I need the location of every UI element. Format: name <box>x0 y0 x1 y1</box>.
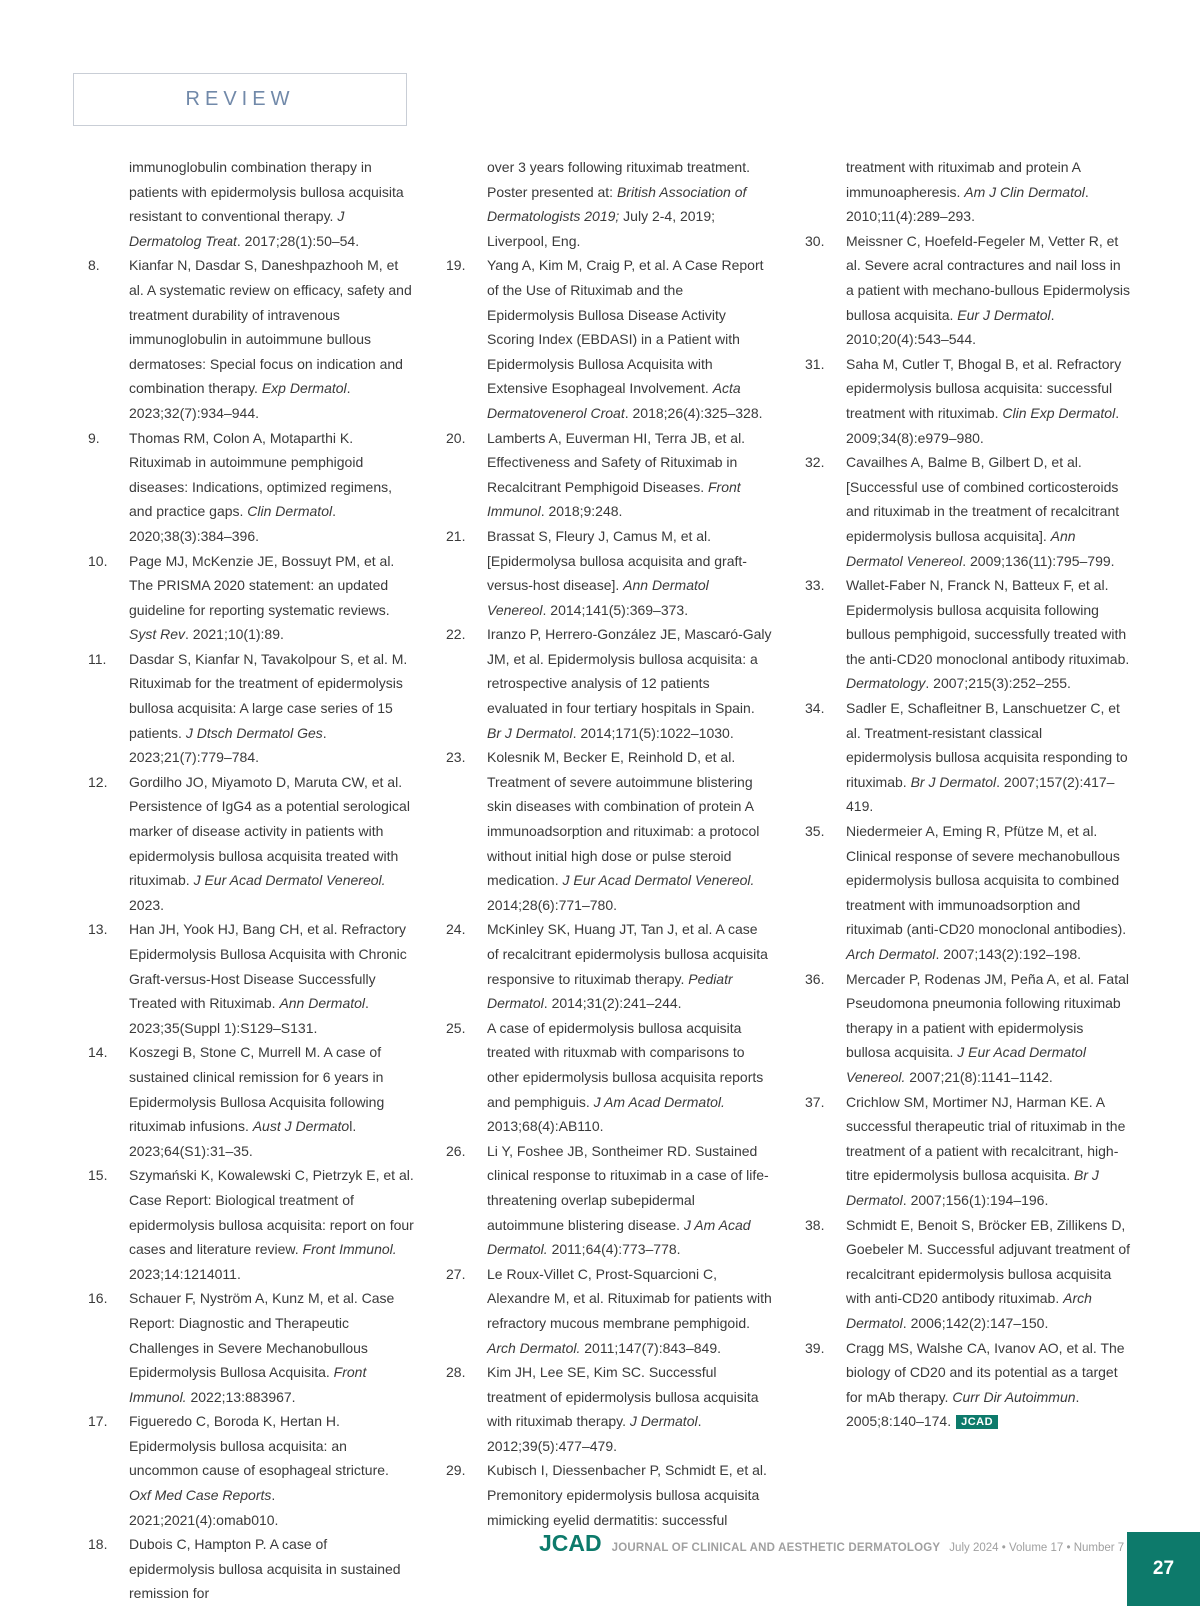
reference-item <box>446 745 772 917</box>
reference-body <box>487 524 772 622</box>
journal-title: J Eur Acad Dermatol Venereol. <box>562 872 755 889</box>
reference-body <box>487 1139 772 1262</box>
reference-text: Iranzo P, Herrero-González JE, Mascaró-Galy JM, et al. Epidermolysis bullosa acquisita: a retrospective analysis of 12 patients evaluated in four tertiary hospitals in Spain. <box>487 626 772 717</box>
reference-text: . 2005;8:140–174. <box>846 1388 1080 1430</box>
reference-body <box>487 1458 772 1532</box>
reference-number: 22. <box>446 626 466 643</box>
reference-text: Figueredo C, Boroda K, Hertan H. Epidermolysis bullosa acquisita: an uncommon cause of esophageal stricture. <box>129 1413 389 1479</box>
reference-item <box>88 1040 414 1163</box>
reference-text: 2014;28(6):771–780. <box>487 896 617 913</box>
journal-title: Oxf Med Case Reports <box>129 1487 272 1504</box>
reference-continuation <box>88 155 414 253</box>
page-footer <box>539 1530 1124 1557</box>
reference-body <box>487 917 772 1015</box>
reference-text: . 2023;21(7):779–784. <box>129 724 327 766</box>
reference-number: 39. <box>805 1339 825 1356</box>
reference-text: . 2021;10(1):89. <box>185 626 284 643</box>
page-number: 27 <box>1152 1558 1175 1579</box>
reference-text: McKinley SK, Huang JT, Tan J, et al. A case of recalcitrant epidermolysis bullosa acquisita responsive to rituximab therapy. <box>487 921 768 987</box>
reference-body <box>129 1163 414 1286</box>
reference-body <box>129 426 414 549</box>
reference-body <box>129 253 414 425</box>
reference-number: 17. <box>88 1413 108 1430</box>
reference-item <box>88 1409 414 1532</box>
journal-title: Front Immunol <box>487 478 741 520</box>
reference-body <box>846 352 1131 450</box>
reference-text: 2011;64(4):773–778. <box>547 1241 681 1258</box>
issue-info: July 2024 • Volume 17 • Number 7 <box>949 1542 1125 1554</box>
reference-item <box>446 1360 772 1458</box>
reference-text: treatment with rituximab and protein A immunoapheresis. <box>846 159 1081 200</box>
journal-title: Ann Dermatol Venereol <box>846 527 1076 569</box>
reference-text: 2013;68(4):AB110. <box>487 1118 604 1135</box>
reference-number: 21. <box>446 527 466 544</box>
references-column-1 <box>88 155 414 1606</box>
reference-text: . 2018;26(4):325–328. <box>624 404 763 421</box>
journal-logo: JCAD <box>539 1530 602 1556</box>
reference-body <box>129 647 414 770</box>
reference-text: Cragg MS, Walshe CA, Ivanov AO, et al. The biology of CD20 and its potential as a target for mAb therapy. <box>846 1339 1125 1405</box>
reference-text: . 2023;35(Suppl 1):S129–S131. <box>129 995 369 1036</box>
reference-text: Kim JH, Lee SE, Kim SC. Successful treatment of epidermolysis bullosa acquisita with rituximab therapy. <box>487 1364 759 1430</box>
reference-text: Yang A, Kim M, Craig P, et al. A Case Report of the Use of Rituximab and the Epidermolysis Bullosa Disease Activity Scoring Index (EBDASI) in a Patient with Epidermolysis Bullosa Acquisita with Extensive Esophageal Involvement. <box>487 257 764 397</box>
reference-text: Szymański K, Kowalewski C, Pietrzyk E, et al. Case Report: Biological treatment of epidermolysis bullosa acquisita: report on four cases and literature review. <box>129 1167 414 1258</box>
reference-number: 36. <box>805 970 825 987</box>
reference-text: Han JH, Yook HJ, Bang CH, et al. Refractory Epidermolysis Bullosa Acquisita with Chronic Graft-versus-Host Disease Successfully Treated with Rituximab. <box>129 921 407 1012</box>
reference-number: 13. <box>88 921 108 938</box>
reference-number: 24. <box>446 921 466 938</box>
journal-title: Exp Dermatol <box>261 380 347 397</box>
journal-title: Front Immunol. <box>302 1241 397 1258</box>
reference-body <box>129 1286 414 1409</box>
reference-number: 26. <box>446 1142 466 1159</box>
reference-text: Koszegi B, Stone C, Murrell M. A case of sustained clinical remission for 6 years in Epidermolysis Bullosa Acquisita following rituximab infusions. <box>129 1044 385 1135</box>
reference-item <box>88 253 414 425</box>
reference-body <box>846 1090 1131 1213</box>
reference-item <box>805 229 1131 352</box>
reference-continuation <box>446 155 772 253</box>
reference-body <box>129 1409 414 1532</box>
reference-item <box>446 253 772 425</box>
reference-body <box>846 1336 1131 1434</box>
reference-item <box>446 1458 772 1532</box>
reference-number: 15. <box>88 1167 108 1184</box>
reference-number: 23. <box>446 749 466 766</box>
reference-item <box>805 1090 1131 1213</box>
reference-text: . 2023;32(7):934–944. <box>129 380 351 421</box>
reference-body <box>129 770 414 918</box>
reference-text: July 2-4, 2019; Liverpool, Eng. <box>487 208 716 249</box>
reference-text: Thomas RM, Colon A, Motaparthi K. Rituximab in autoimmune pemphigoid diseases: Indications, optimized regimens, and practice gaps. <box>129 429 393 520</box>
reference-text: 2023;14:1214011. <box>129 1265 241 1282</box>
reference-text: Le Roux-Villet C, Prost-Squarcioni C, Alexandre M, et al. Rituximab for patients with refractory mucous membrane pemphigoid. <box>487 1265 772 1331</box>
journal-title: Eur J Dermatol <box>957 306 1051 323</box>
reference-continuation <box>805 155 1131 229</box>
journal-title: Syst Rev <box>129 626 186 643</box>
reference-body <box>129 917 414 1040</box>
reference-text: Schauer F, Nyström A, Kunz M, et al. Case Report: Diagnostic and Therapeutic Challenges in Severe Mechanobullous Epidermolysis Bullosa Acquisita. <box>129 1290 395 1381</box>
journal-name: JOURNAL OF CLINICAL AND AESTHETIC DERMATOLOGY <box>611 1542 941 1554</box>
reference-text: 2011;147(7):843–849. <box>580 1339 721 1356</box>
reference-item <box>805 1213 1131 1336</box>
reference-number: 14. <box>88 1044 108 1061</box>
journal-title: British Association of Dermatologists 2019; <box>487 183 747 225</box>
reference-item <box>88 1286 414 1409</box>
references-column-3 <box>805 155 1131 1434</box>
reference-body <box>487 1360 772 1458</box>
reference-item <box>88 549 414 647</box>
reference-text: . 2009;34(8):e979–980. <box>846 404 1120 446</box>
reference-number: 16. <box>88 1290 108 1307</box>
reference-item <box>446 622 772 745</box>
journal-title: Br J Dermatol <box>487 724 573 741</box>
reference-text: Kolesnik M, Becker E, Reinhold D, et al. Treatment of severe autoimmune blistering skin diseases with combination of protein A immunoadsorption and rituximab: a protocol without initial high dose or pulse steroid medication. <box>487 749 760 889</box>
reference-item <box>88 647 414 770</box>
reference-number: 29. <box>446 1462 466 1479</box>
journal-title: Br J Dermatol <box>910 773 997 790</box>
reference-number: 37. <box>805 1093 825 1110</box>
reference-number: 34. <box>805 700 825 717</box>
reference-text: A case of epidermolysis bullosa acquisita treated with rituxmab with comparisons to other epidermolysis bullosa acquisita reports and pemphiguis. <box>487 1019 764 1110</box>
reference-text: . 2020;38(3):384–396. <box>129 503 336 544</box>
reference-text: Kubisch I, Diessenbacher P, Schmidt E, et al. Premonitory epidermolysis bullosa acquisita mimicking eyelid dermatitis: successful <box>487 1462 767 1528</box>
reference-body <box>487 1016 772 1139</box>
reference-number: 18. <box>88 1536 108 1553</box>
reference-body <box>487 253 772 425</box>
reference-item <box>805 352 1131 450</box>
journal-title: Acta Dermatovenerol Croat <box>487 380 741 421</box>
reference-text: Dasdar S, Kianfar N, Tavakolpour S, et al. M. Rituximab for the treatment of epidermolysis bullosa acquisita: A large case series of 15 patients. <box>129 650 408 741</box>
reference-item <box>88 1532 414 1606</box>
journal-title: Dermatology <box>846 675 926 692</box>
reference-text: . 2007;215(3):252–255. <box>925 675 1071 692</box>
journal-title: J Eur Acad Dermatol Venereol. <box>846 1044 1086 1085</box>
reference-body <box>129 1532 414 1606</box>
reference-number: 32. <box>805 454 825 471</box>
reference-text: Gordilho JO, Miyamoto D, Maruta CW, et al. Persistence of IgG4 as a potential serological marker of disease activity in patients with epidermolysis bullosa acquisita treated with rituximab. <box>129 773 410 889</box>
reference-text: Crichlow SM, Mortimer NJ, Harman KE. A successful therapeutic trial of rituximab in the treatment of a patient with recalcitrant, high-titre epidermolysis bullosa acquisita. <box>846 1093 1126 1184</box>
reference-body <box>846 1213 1131 1336</box>
reference-body <box>487 745 772 917</box>
reference-text: . 2009;136(11):795–799. <box>962 552 1115 569</box>
page-number-box <box>1127 1532 1200 1606</box>
reference-item <box>805 450 1131 573</box>
journal-title: Pediatr Dermatol <box>487 970 733 1012</box>
reference-item <box>446 524 772 622</box>
reference-text: Schmidt E, Benoit S, Bröcker EB, Zillikens D, Goebeler M. Successful adjuvant treatment of recalcitrant epidermolysis bullosa acquisita with anti-CD20 antibody rituximab. <box>846 1216 1131 1307</box>
reference-item <box>446 1139 772 1262</box>
reference-text: Brassat S, Fleury J, Camus M, et al. [Epidermolysa bullosa acquisita and graft-versus-host disease]. <box>487 527 747 594</box>
journal-title: Clin Dermatol <box>247 503 333 520</box>
reference-number: 11. <box>88 650 107 667</box>
reference-item <box>805 1336 1131 1434</box>
section-label: REVIEW <box>185 88 295 110</box>
reference-body <box>487 1262 772 1360</box>
reference-item <box>88 770 414 918</box>
reference-number: 28. <box>446 1364 466 1381</box>
reference-body <box>846 573 1131 696</box>
reference-number: 12. <box>88 773 108 790</box>
reference-text: . 2006;142(2):147–150. <box>902 1314 1049 1331</box>
journal-title: Arch Dermatol. <box>487 1339 581 1356</box>
reference-text: l. 2023;64(S1):31–35. <box>129 1118 357 1159</box>
reference-text: Niedermeier A, Eming R, Pfütze M, et al. Clinical response of severe mechanobullous epidermolysis bullosa acquisita to combined treatment with immunoadsorption and rituximab (anti-CD20 monoclonal antibodies). <box>846 823 1127 938</box>
reference-number: 35. <box>805 823 825 840</box>
journal-title: Ann Dermatol Venereol <box>487 577 709 618</box>
journal-title: Arch Dermatol <box>846 946 936 962</box>
reference-text: . 2007;157(2):417–419. <box>846 773 1115 815</box>
reference-item <box>88 1163 414 1286</box>
reference-body <box>846 696 1131 819</box>
reference-text: Wallet-Faber N, Franck N, Batteux F, et al. Epidermolysis bullosa acquisita following bullous pemphigoid, successfully treated with the anti-CD20 monoclonal antibody rituximab. <box>846 577 1130 667</box>
reference-body <box>487 426 772 524</box>
reference-number: 31. <box>805 355 825 372</box>
reference-body <box>846 967 1131 1090</box>
reference-item <box>446 1016 772 1139</box>
reference-item <box>446 917 772 1015</box>
reference-number: 8. <box>88 257 100 274</box>
reference-text: . 2017;28(1):50–54. <box>236 232 360 249</box>
reference-text: Sadler E, Schafleitner B, Lanschuetzer C, et al. Treatment-resistant classical epidermolysis bullosa acquisita responding to rituximab. <box>846 700 1128 790</box>
reference-text: immunoglobulin combination therapy in patients with epidermolysis bullosa acquisita resistant to conventional therapy. <box>129 159 404 225</box>
reference-body <box>846 229 1131 352</box>
reference-text: Meissner C, Hoefeld-Fegeler M, Vetter R, et al. Severe acral contractures and nail loss in a patient with mechano-bullous Epidermolysis bullosa acquisita. <box>846 232 1131 323</box>
reference-text: Lamberts A, Euverman HI, Terra JB, et al. Effectiveness and Safety of Rituximab in Recalcitrant Pemphigoid Diseases. <box>487 429 746 495</box>
reference-number: 38. <box>805 1216 825 1233</box>
reference-item <box>446 1262 772 1360</box>
reference-text: . 2007;143(2):192–198. <box>935 946 1082 962</box>
reference-text: Li Y, Foshee JB, Sontheimer RD. Sustained clinical response to rituximab in a case of life-threatening overlap subepidermal autoimmune blistering disease. <box>487 1142 769 1233</box>
reference-body <box>846 450 1131 573</box>
reference-number: 9. <box>88 429 100 446</box>
reference-item <box>88 917 414 1040</box>
journal-title: J Am Acad Dermatol. <box>487 1216 751 1258</box>
journal-title: J Dtsch Dermatol Ges <box>185 724 323 741</box>
reference-text: . 2014;171(5):1022–1030. <box>572 724 734 741</box>
reference-number: 30. <box>805 232 825 249</box>
reference-text: 2007;21(8):1141–1142. <box>905 1068 1053 1085</box>
journal-title: Ann Dermatol <box>279 995 366 1012</box>
reference-number: 19. <box>446 257 466 274</box>
reference-text: . 2010;20(4):543–544. <box>846 306 1055 348</box>
reference-text: 2022;13:883967. <box>186 1388 296 1405</box>
reference-item <box>805 573 1131 696</box>
section-header-box <box>73 73 407 126</box>
journal-title: Am J Clin Dermatol <box>964 183 1085 200</box>
journal-title: J Eur Acad Dermatol Venereol. <box>193 872 386 889</box>
journal-title: J Am Acad Dermatol. <box>593 1093 725 1110</box>
reference-item <box>446 426 772 524</box>
reference-number: 27. <box>446 1265 466 1282</box>
journal-title: Br J Dermatol <box>846 1167 1099 1208</box>
reference-text: over 3 years following rituximab treatment. Poster presented at: <box>487 159 750 200</box>
reference-text: Saha M, Cutler T, Bhogal B, et al. Refractory epidermolysis bullosa acquisita: successful treatment with rituximab. <box>846 355 1122 421</box>
reference-text: . 2010;11(4):289–293. <box>846 183 1089 225</box>
reference-body <box>129 549 414 647</box>
reference-item <box>88 426 414 549</box>
journal-title: J Dermatol <box>629 1413 698 1430</box>
reference-text: 2023. <box>129 896 165 913</box>
references-column-2 <box>446 155 772 1532</box>
reference-item <box>805 819 1131 967</box>
journal-title: Aust J Dermato <box>252 1118 350 1135</box>
reference-body <box>846 819 1131 967</box>
reference-number: 25. <box>446 1019 466 1036</box>
reference-text: . 2014;31(2):241–244. <box>543 995 682 1012</box>
reference-text: Dubois C, Hampton P. A case of epidermolysis bullosa acquisita in sustained remission for <box>129 1536 401 1602</box>
journal-title: Clin Exp Dermatol <box>1002 404 1116 421</box>
end-of-article-badge: JCAD <box>956 1415 998 1429</box>
reference-number: 20. <box>446 429 466 446</box>
reference-text: Page MJ, McKenzie JE, Bossuyt PM, et al. The PRISMA 2020 statement: an updated guideline for reporting systematic reviews. <box>129 552 395 618</box>
reference-text: . 2012;39(5):477–479. <box>487 1413 702 1454</box>
reference-number: 10. <box>88 552 108 569</box>
journal-title: Front Immunol. <box>129 1364 367 1405</box>
reference-text: Mercader P, Rodenas JM, Peña A, et al. Fatal Pseudomona pneumonia following rituximab therapy in a patient with epidermolysis bullosa acquisita. <box>846 970 1130 1061</box>
journal-title: J Dermatolog Treat <box>129 208 345 249</box>
reference-item <box>805 696 1131 819</box>
reference-number: 33. <box>805 577 825 594</box>
reference-body <box>487 622 772 745</box>
reference-text: . 2007;156(1):194–196. <box>902 1191 1049 1208</box>
journal-title: Curr Dir Autoimmun <box>952 1388 1076 1405</box>
reference-text: . 2021;2021(4):omab010. <box>129 1487 279 1528</box>
reference-text: . 2018;9:248. <box>540 503 623 520</box>
reference-text: Kianfar N, Dasdar S, Daneshpazhooh M, et al. A systematic review on efficacy, safety and treatment durability of intravenous immunoglobulin in autoimmune bullous dermatoses: Special focus on indication and combination therapy. <box>129 257 412 397</box>
journal-title: Arch Dermatol <box>846 1290 1092 1331</box>
reference-text: Cavailhes A, Balme B, Gilbert D, et al. [Successful use of combined corticosteroids and rituximab in the treatment of recalcitrant epidermolysis bullosa acquisita]. <box>846 454 1120 544</box>
reference-body <box>129 1040 414 1163</box>
reference-item <box>805 967 1131 1090</box>
reference-text: . 2014;141(5):369–373. <box>542 601 689 618</box>
